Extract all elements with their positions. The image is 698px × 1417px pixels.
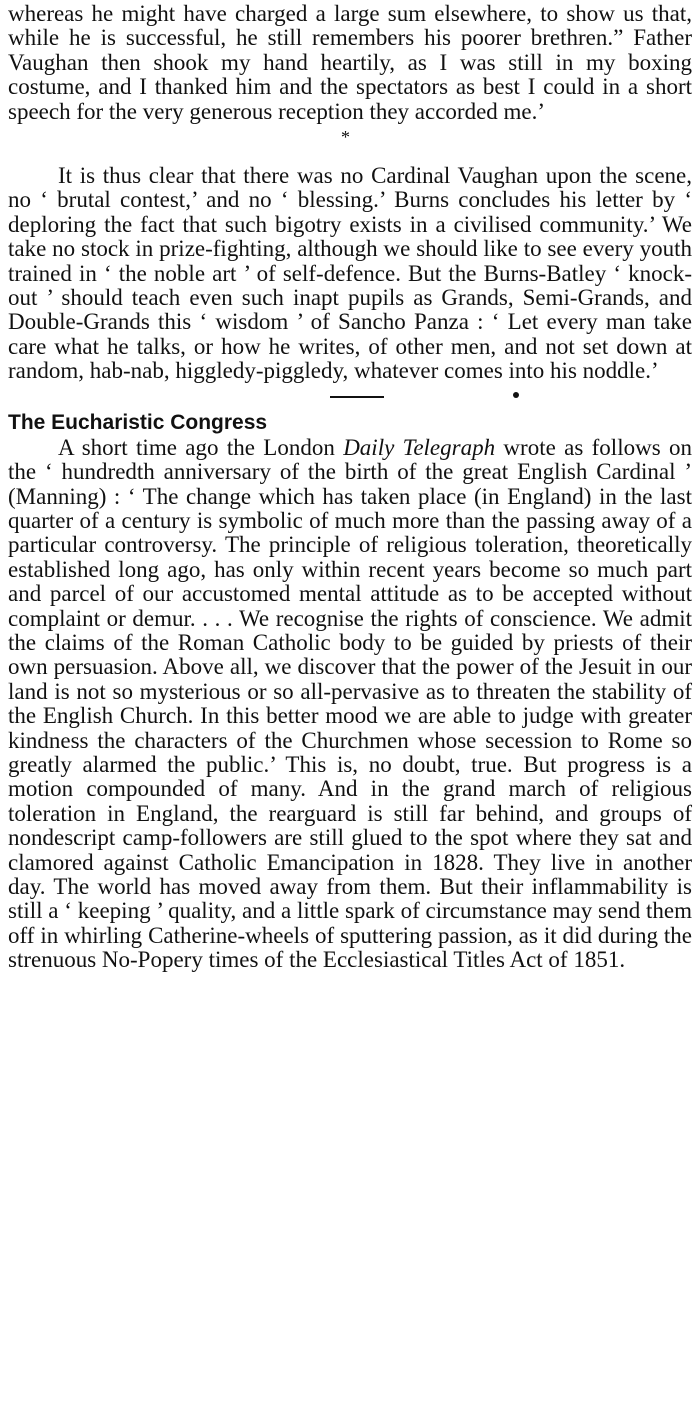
short-rule-line (330, 396, 384, 398)
paragraph-lead-text: A short time ago the London (58, 434, 344, 460)
ink-dot-mark (513, 392, 519, 398)
paragraph-body-text: wrote as follows on the ‘ hundredth anniversary of the birth of the great English Cardinal ’ (Manning) : ‘ The change which has taken place (in England) in the last quarter of a century is symbolic of much more than the passing away of a particular controversy. The principle of religious toleration, theoretically established long ago, has only within recent years become so much part and parcel of our accustomed mental attitude as to be accepted without complaint or demur. . . . We recognise the rights of conscience. We admit the claims of the Roman Catholic body to be guided by priests of their own persuasion. Above all, we discover that the power of the Jesuit in our land is not so mysterious or so all-pervasive as to threaten the stability of the English Church. In this better mood we are able to judge with greater kindness the characters of the Churchmen whose secession to Rome so greatly alarmed the public.’ This is, no doubt, true. But progress is a motion compounded of many. And in the grand march of religious toleration in England, the rearguard is still far behind, and groups of nondescript camp-followers are still glued to the spot where they sat and clamored against Catholic Emancipation in 1828. They live in another day. The world has moved away from them. But their inflammability is still a ‘ keeping ’ quality, and a little spark of circumstance may send them off in whirling Catherine-wheels of sputtering passion, as it did during the strenuous No-Popery times of the Ecclesiastical Titles Act of 1851. (8, 434, 693, 973)
paragraph-burns-letter: It is thus clear that there was no Cardinal Vaughan upon the scene, no ‘ brutal contest,’ and no ‘ blessing.’ Burns concludes his letter by ‘ deploring the fact that such bigotry exists in a civilised community.’ We take no stock in prize-fighting, although we should like to see every youth trained in ‘ the noble art ’ of self-defence. But the Burns-Batley ‘ knock-out ’ should teach even such inapt pupils as Grands, Semi-Grands, and Double-Grands this ‘ wisdom ’ of Sancho Panza : ‘ Let every man take care what he talks, or how he writes, of other men, and not set down at random, hab-nab, higgledy-piggledy, whatever comes into his noddle.’ (8, 163, 692, 384)
horizontal-rule-separator (8, 384, 692, 410)
newspaper-title: Daily Telegraph (343, 434, 496, 460)
paragraph-eucharistic-congress (8, 436, 692, 973)
paragraph-father-vaughan-quote: whereas he might have charged a large sum elsewhere, to show us that, while he is successful, he still remembers his poorer brethren.” Father Vaughan then shook my hand heartily, as I was still in my boxing costume, and I thanked him and the spectators as best I could in a short speech for the very generous reception they accorded me.’ (8, 1, 692, 124)
asterisk-separator-mark: * (341, 127, 350, 148)
section-heading: The Eucharistic Congress (8, 410, 268, 434)
section-separator (8, 124, 692, 164)
